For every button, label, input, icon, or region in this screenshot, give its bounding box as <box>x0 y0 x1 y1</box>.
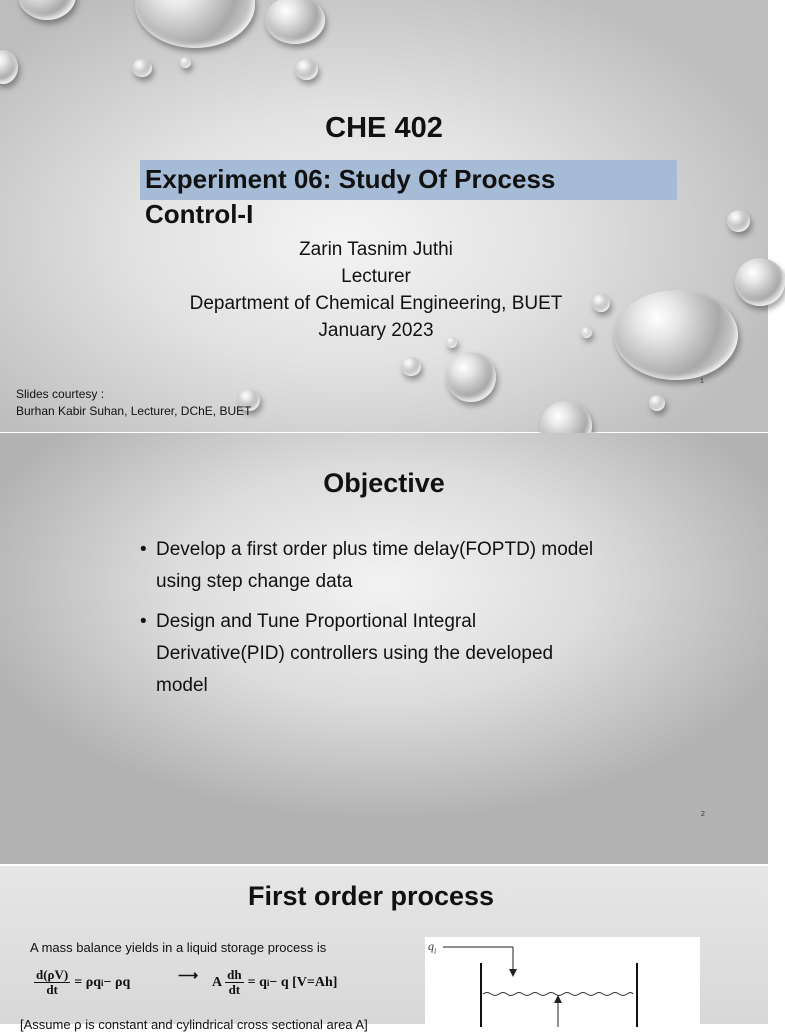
page-number: 1 <box>700 378 704 385</box>
assumption-text: [Assume ρ is constant and cylindrical cross sectional area A] <box>20 1017 368 1032</box>
intro-text: A mass balance yields in a liquid storage process is <box>30 940 327 955</box>
title-slide <box>0 0 768 432</box>
water-drop-decoration <box>18 0 76 20</box>
page-number: 2 <box>701 811 705 818</box>
experiment-title-line2: Control-I <box>145 199 254 229</box>
bullet-text-line: Develop a first order plus time delay(FOPTD) model <box>156 539 594 560</box>
water-drop-decoration <box>180 57 191 68</box>
bullet-icon: • <box>140 611 147 632</box>
fraction: $\frac{d(\rho V)}{dt}$ <box>36 967 69 997</box>
objective-slide <box>0 433 768 864</box>
author-role: Lecturer <box>341 266 411 287</box>
course-title: CHE 402 <box>325 112 443 144</box>
bullet-text-line: Design and Tune Proportional Integral <box>156 611 477 632</box>
experiment-title-line1: Experiment 06: Study Of Process <box>145 164 556 194</box>
bullet-text-line: using step change data <box>156 571 353 592</box>
courtesy-label: Slides courtesy : <box>16 387 105 401</box>
author-name: Zarin Tasnim Juthi <box>299 239 453 260</box>
first-order-process-slide <box>0 866 768 1032</box>
slide-title: Objective <box>323 468 445 498</box>
fraction: $\frac{dh}{dt}$ <box>227 967 242 997</box>
level-equation: A $\frac{dh}{dt}$ = q i − q [V=Ah] <box>212 967 338 997</box>
arrow-icon: ⟶ <box>178 969 199 984</box>
courtesy-name: Burhan Kabir Suhan, Lecturer, DChE, BUET <box>16 404 252 418</box>
bullet-text-line: Derivative(PID) controllers using the developed <box>156 643 554 664</box>
water-drop-decoration <box>649 395 665 411</box>
objective-bullet-2 <box>140 606 660 702</box>
tank-diagram <box>425 937 700 1027</box>
objective-bullet-1 <box>140 534 660 598</box>
water-drop-decoration <box>132 59 152 77</box>
inflow-label: $q_i$ <box>428 939 437 956</box>
water-drop-decoration <box>265 0 325 44</box>
presentation-date: January 2023 <box>318 320 434 341</box>
author-department: Department of Chemical Engineering, BUET <box>189 293 563 314</box>
slide-title: First order process <box>247 881 495 911</box>
water-drop-decoration <box>727 210 750 232</box>
bullet-text-line: model <box>156 675 208 696</box>
mass-balance-equation: $\frac{d(\rho V)}{dt}$ = ρq i − ρq <box>36 967 131 997</box>
water-drop-decoration <box>295 59 318 80</box>
water-drop-decoration <box>135 0 255 48</box>
water-drop-decoration <box>401 357 421 376</box>
water-drop-decoration <box>0 50 18 84</box>
bullet-icon: • <box>140 539 147 560</box>
tank-drawing <box>425 937 700 1027</box>
water-drop-decoration <box>446 352 496 402</box>
